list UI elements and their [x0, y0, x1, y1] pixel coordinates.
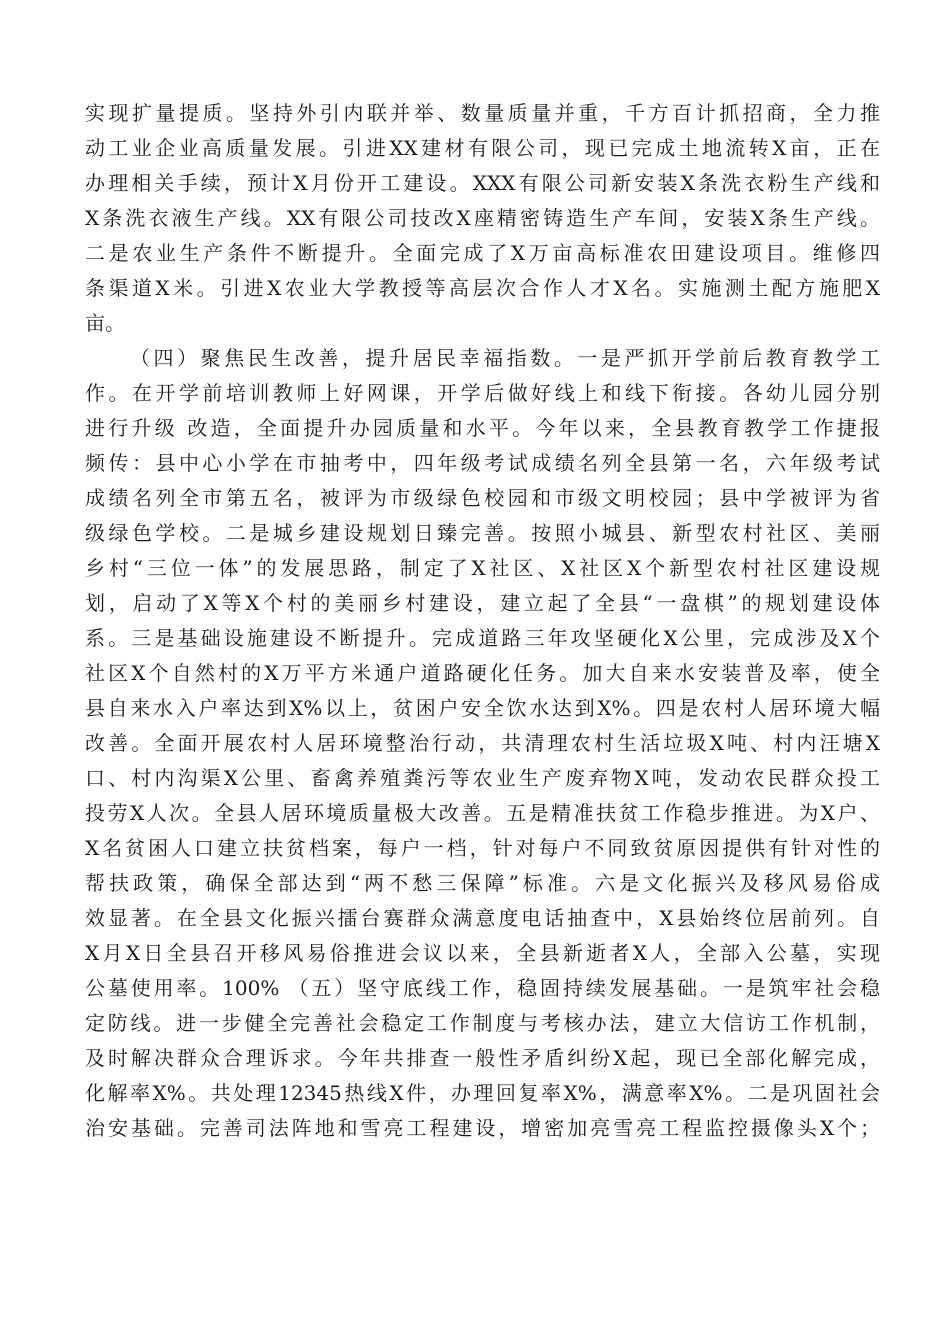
text-line: 二是农业生产条件不断提升。全面完成了X万亩高标准农田建设项目。维修四	[85, 241, 880, 265]
text-line: 帮扶政策，确保全部达到“两不愁三保障”标准。六是文化振兴及移风易俗成	[85, 871, 880, 895]
text-line: 及时解决群众合理诉求。今年共排查一般性矛盾纠纷X起，现已全部化解完成，	[85, 1046, 880, 1070]
text-line: X条洗衣液生产线。XX有限公司技改X座精密铸造生产车间，安装X条生产线。	[85, 206, 880, 230]
text-line: 改善。全面开展农村人居环境整治行动，共清理农村生活垃圾X吨、村内汪塘X	[85, 731, 880, 755]
text-line: 条渠道X米。引进X农业大学教授等高层次合作人才X名。实施测土配方施肥X	[85, 276, 880, 300]
text-line: 系。三是基础设施建设不断提升。完成道路三年攻坚硬化X公里，完成涉及X个	[85, 626, 880, 650]
text-line: 动工业企业高质量发展。引进XX建材有限公司，现已完成土地流转X亩，正在	[85, 136, 880, 160]
text-line: 级绿色学校。二是城乡建设规划日臻完善。按照小城县、新型农村社区、美丽	[85, 521, 880, 545]
text-line: 口、村内沟渠X公里、畜禽养殖粪污等农业生产废弃物X吨，发动农民群众投工	[85, 766, 880, 790]
text-line: 乡村“三位一体”的发展思路，制定了X社区、X社区X个新型农村社区建设规	[85, 556, 880, 580]
text-line: 进行升级 改造，全面提升办园质量和水平。今年以来，全县教育教学工作捷报	[85, 416, 880, 440]
text-line: 频传：县中心小学在市抽考中，四年级考试成绩名列全县第一名，六年级考试	[85, 451, 880, 475]
text-line: 投劳X人次。全县人居环境质量极大改善。五是精准扶贫工作稳步推进。为X户、	[85, 801, 880, 825]
text-line: 实现扩量提质。坚持外引内联并举、数量质量并重，千方百计抓招商，全力推	[85, 101, 880, 125]
text-line: 效显著。在全县文化振兴擂台赛群众满意度电话抽查中，X县始终位居前列。自	[85, 906, 880, 930]
section-heading-line: （四）聚焦民生改善，提升居民幸福指数。一是严抓开学前后教育教学工	[130, 346, 880, 370]
body-text	[85, 96, 880, 1146]
text-line: X名贫困人口建立扶贫档案，每户一档，针对每户不同致贫原因提供有针对性的	[85, 836, 880, 860]
text-line: 县自来水入户率达到X%以上，贫困户安全饮水达到X%。四是农村人居环境大幅	[85, 696, 880, 720]
text-line: 办理相关手续，预计X月份开工建设。XXX有限公司新安装X条洗衣粉生产线和	[85, 171, 880, 195]
text-line: 社区X个自然村的X万平方米通户道路硬化任务。加大自来水安装普及率，使全	[85, 661, 880, 685]
text-line: 化解率X%。共处理12345热线X件，办理回复率X%，满意率X%。二是巩固社会	[85, 1081, 880, 1105]
text-line: 作。在开学前培训教师上好网课，开学后做好线上和线下衔接。各幼儿园分别	[85, 381, 880, 405]
text-line: 定防线。进一步健全完善社会稳定工作制度与考核办法，建立大信访工作机制，	[85, 1011, 880, 1035]
text-line: 划，启动了X等X个村的美丽乡村建设，建立起了全县“一盘棋”的规划建设体	[85, 591, 880, 615]
text-line: 亩。	[85, 311, 125, 335]
text-line: 公墓使用率。100% （五）坚守底线工作，稳固持续发展基础。一是筑牢社会稳	[85, 976, 880, 1000]
text-line: 治安基础。完善司法阵地和雪亮工程建设，增密加亮雪亮工程监控摄像头X个；	[85, 1116, 880, 1140]
text-line: 成绩名列全市第五名，被评为市级绿色校园和市级文明校园；县中学被评为省	[85, 486, 880, 510]
text-line: X月X日全县召开移风易俗推进会议以来，全县新逝者X人，全部入公墓，实现	[85, 941, 880, 965]
